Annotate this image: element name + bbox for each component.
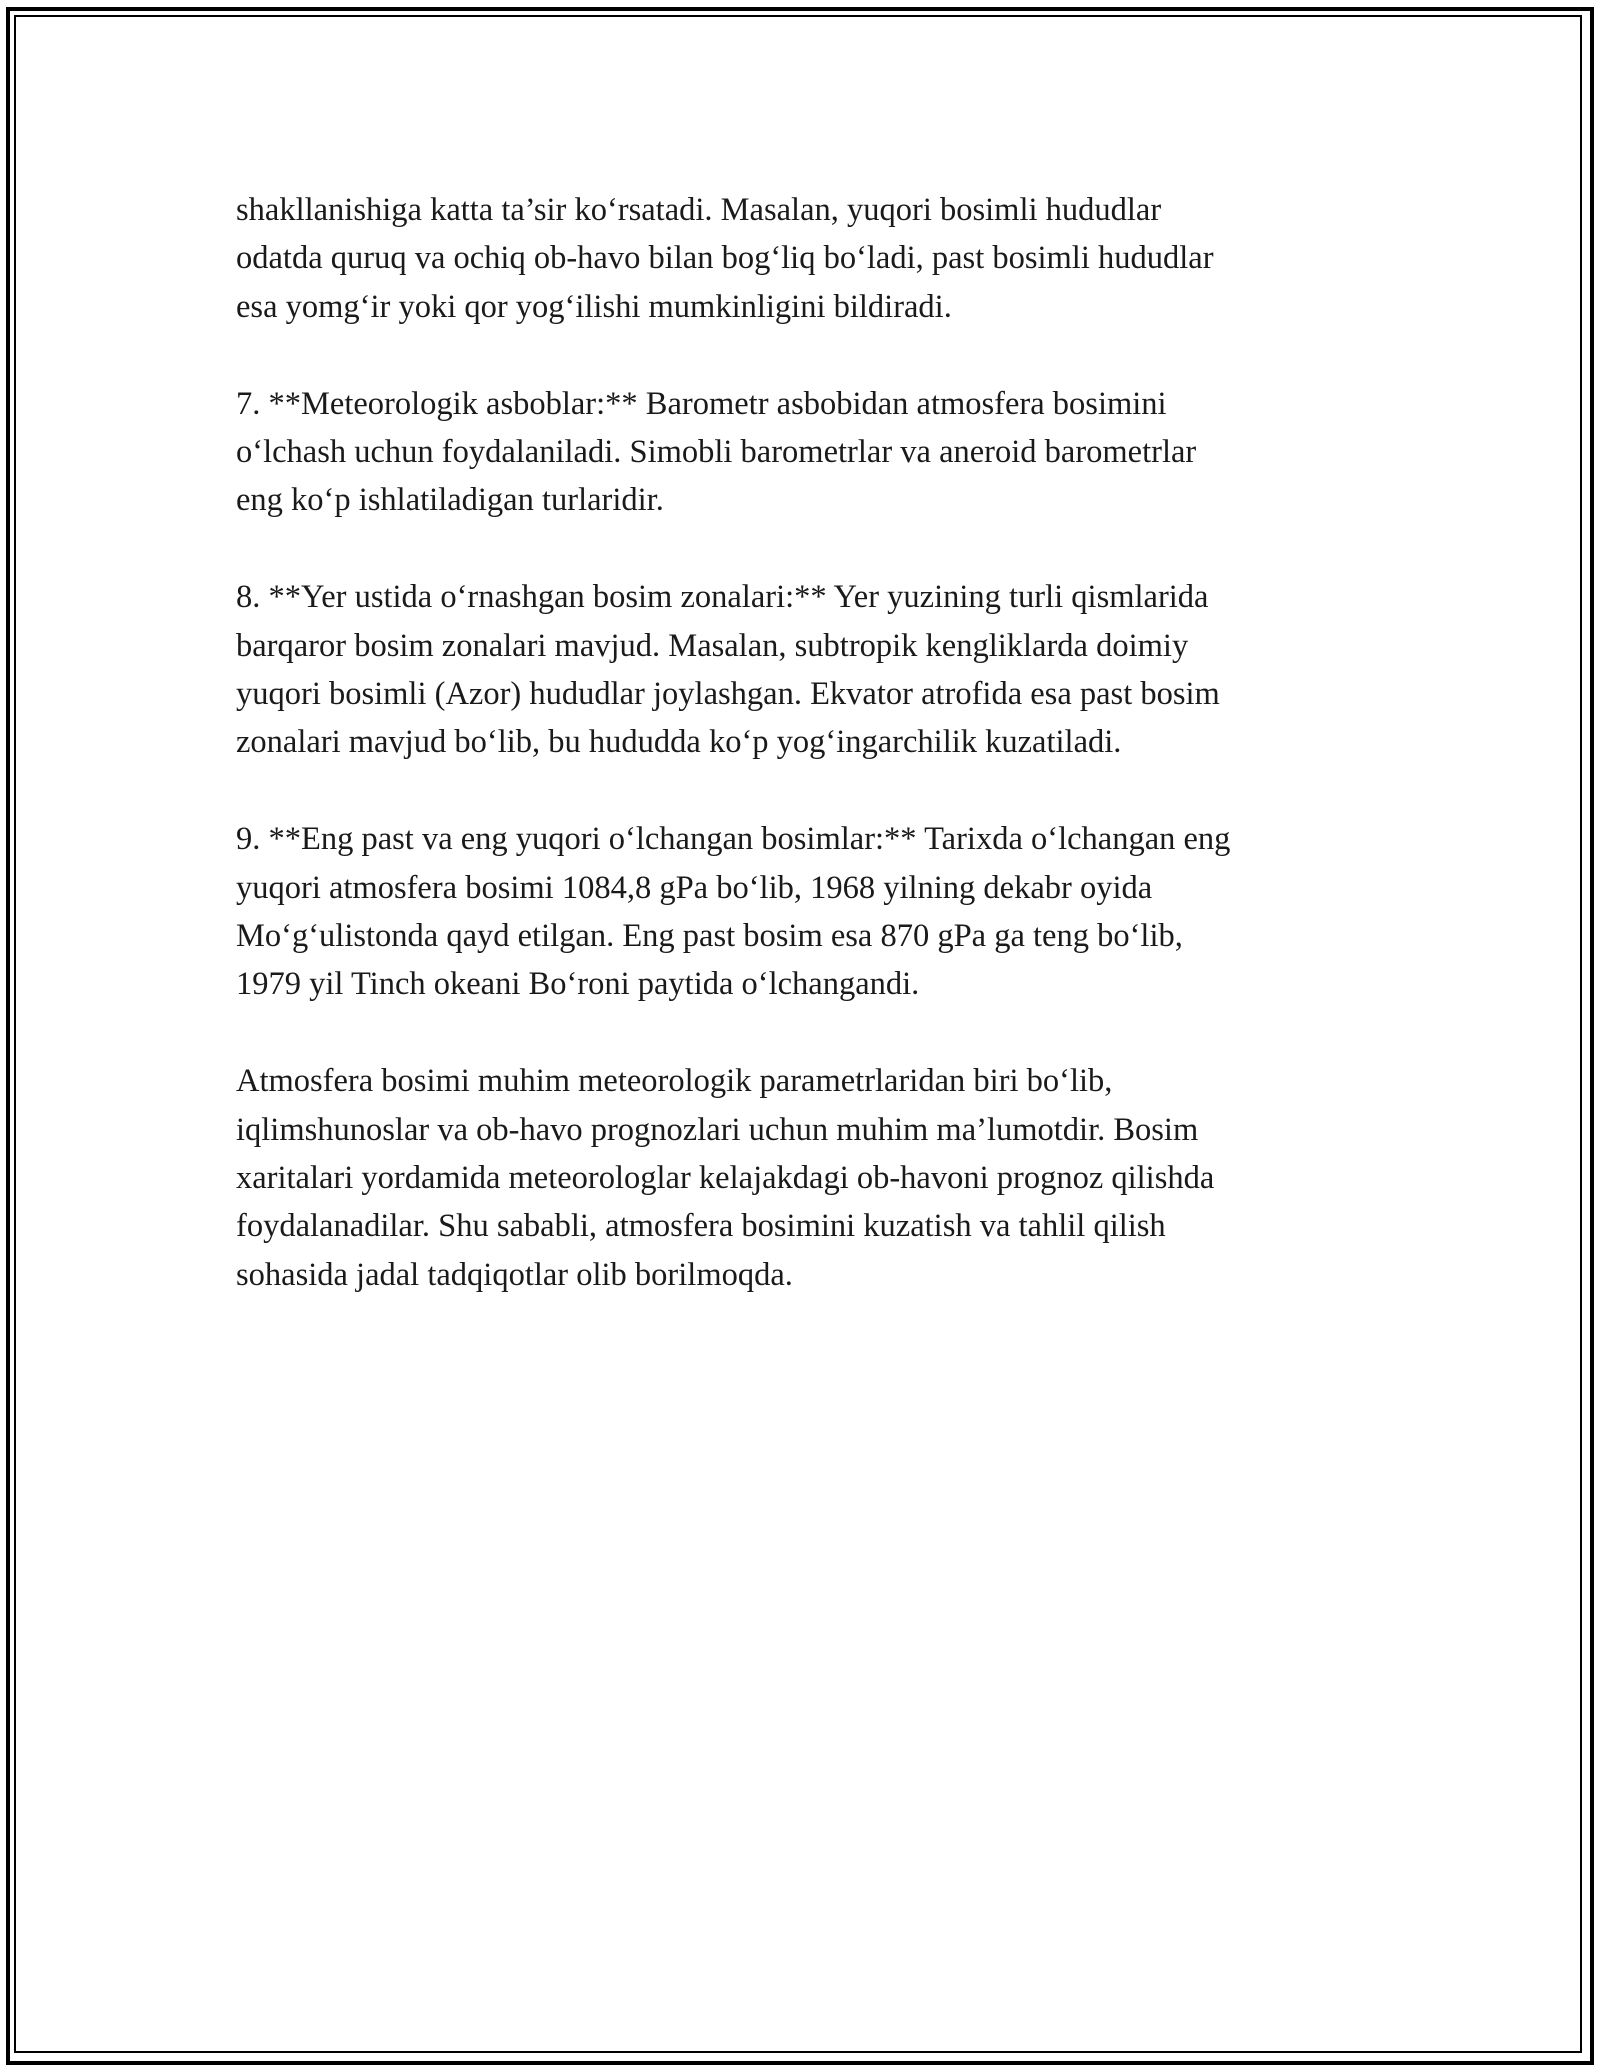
paragraph-conclusion: Atmosfera bosimi muhim meteorologik parametrlaridan biri boʻlib, iqlimshunoslar va ob-havo prognozlari uchun muhim ma’lumotdir. Bosim xaritalari yordamida meteorologlar kelajakdagi ob-havoni prognoz qilishda foydalanadilar. Shu sababli, atmosfera bosimini kuzatish va tahlil qilish sohasida jadal tadqiqotlar olib borilmoqda.: [236, 1063, 1215, 1293]
paragraph-item-7-meteorological-instruments: 7. **Meteorologik asboblar:** Barometr asbobidan atmosfera bosimini oʻlchash uchun foydalaniladi. Simobli barometrlar va aneroid barometrlar eng koʻp ishlatiladigan turlaridir.: [236, 385, 1197, 519]
paragraph-item-8-pressure-zones: 8. **Yer ustida oʻrnashgan bosim zonalari:** Yer yuzining turli qismlarida barqaror bosim zonalari mavjud. Masalan, subtropik kengliklarda doimiy yuqori bosimli (Azor) hududlar joylashgan. Ekvator atrofida esa past bosim zonalari mavjud boʻlib, bu hududda koʻp yogʻingarchilik kuzatiladi.: [236, 579, 1220, 761]
paragraph-item-9-record-pressures: 9. **Eng past va eng yuqori oʻlchangan bosimlar:** Tarixda oʻlchangan eng yuqori atmosfera bosimi 1084,8 gPa boʻlib, 1968 yilning dekabr oyida Moʻgʻulistonda qayd etilgan. Eng past bosim esa 870 gPa ga teng boʻlib, 1979 yil Tinch okeani Boʻroni paytida oʻlchangandi.: [236, 821, 1231, 1003]
paragraph-intro-continuation: shakllanishiga katta ta’sir koʻrsatadi. Masalan, yuqori bosimli hududlar odatda quruq va ochiq ob-havo bilan bogʻliq boʻladi, past bosimli hududlar esa yomgʻir yoki qor yogʻilishi mumkinligini bildiradi.: [236, 192, 1214, 325]
document-body: [236, 186, 1366, 1348]
